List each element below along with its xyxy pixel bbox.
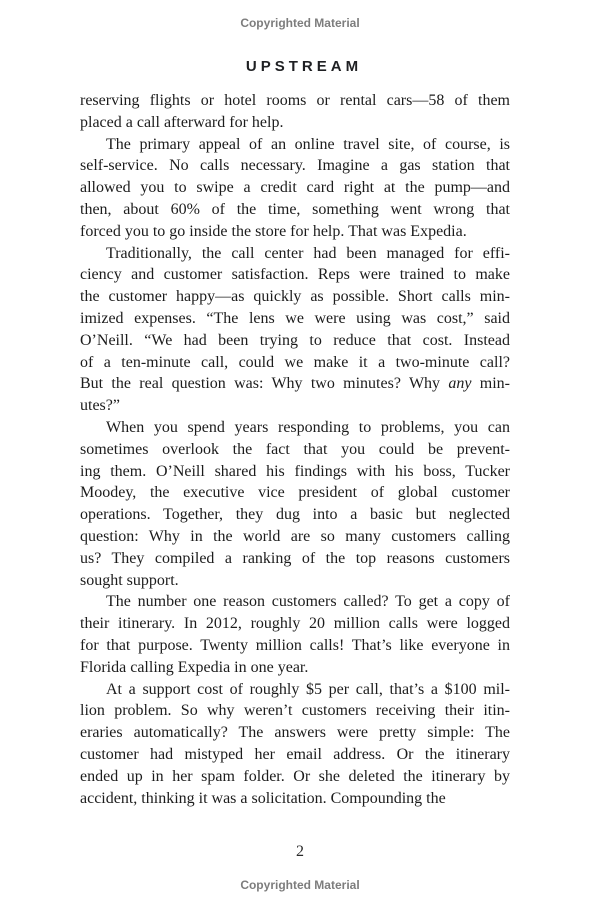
text-line: sought support. bbox=[80, 571, 179, 589]
copyright-notice-bottom: Copyrighted Material bbox=[240, 878, 360, 892]
text-line: allowed you to swipe a credit card right at the pump—and bbox=[80, 179, 510, 197]
text-line: placed a call afterward for help. bbox=[80, 113, 284, 131]
text-line: the customer happy—as quickly as possible. Short calls min- bbox=[80, 288, 510, 306]
text-line: eraries automatically? The answers were pretty simple: The bbox=[80, 724, 510, 742]
text-line: The number one reason customers called? To get a copy of bbox=[106, 593, 510, 611]
body-text bbox=[80, 90, 510, 809]
text-line: Florida calling Expedia in one year. bbox=[80, 658, 309, 676]
text-line: operations. Together, they dug into a basic but neglected bbox=[80, 506, 510, 524]
text-line: for that purpose. Twenty million calls! That’s like everyone in bbox=[80, 636, 510, 654]
text-line: then, about 60% of the time, something went wrong that bbox=[80, 200, 510, 218]
text-line: their itinerary. In 2012, roughly 20 million calls were logged bbox=[80, 615, 510, 633]
text-line: But the real question was: Why two minutes? Why any min- bbox=[80, 375, 510, 393]
text-line: When you spend years responding to problems, you can bbox=[106, 418, 510, 436]
text-line: O’Neill. “We had been trying to reduce that cost. Instead bbox=[80, 331, 510, 349]
text-line: sometimes overlook the fact that you could be prevent- bbox=[80, 440, 510, 458]
copyright-notice-top: Copyrighted Material bbox=[240, 16, 360, 30]
text-line: ciency and customer satisfaction. Reps were trained to make bbox=[80, 266, 510, 284]
text-line: reserving flights or hotel rooms or rental cars—58 of them bbox=[80, 92, 510, 109]
text-line: question: Why in the world are so many customers calling bbox=[80, 527, 510, 545]
text-line: utes?” bbox=[80, 397, 120, 415]
text-line: imized expenses. “The lens we were using was cost,” said bbox=[80, 309, 510, 327]
text-line: ing them. O’Neill shared his findings with his boss, Tucker bbox=[80, 462, 510, 480]
text-line: of a ten-minute call, could we make it a two-minute call? bbox=[80, 353, 510, 371]
text-line: us? They compiled a ranking of the top reasons customers bbox=[80, 549, 510, 567]
text-line: customer had mistyped her email address. Or the itinerary bbox=[80, 745, 510, 763]
running-head-book-title: UPSTREAM bbox=[245, 58, 363, 75]
text-line: self-service. No calls necessary. Imagine a gas station that bbox=[80, 157, 510, 175]
text-line: accident, thinking it was a solicitation. Compounding the bbox=[80, 789, 446, 807]
text-line: forced you to go inside the store for help. That was Expedia. bbox=[80, 222, 467, 240]
text-line: Traditionally, the call center had been managed for effi- bbox=[106, 244, 510, 262]
text-line: ended up in her spam folder. Or she deleted the itinerary by bbox=[80, 767, 510, 785]
text-line: The primary appeal of an online travel site, of course, is bbox=[106, 135, 510, 153]
text-line: At a support cost of roughly $5 per call, that’s a $100 mil- bbox=[106, 680, 510, 698]
page-number: 2 bbox=[296, 843, 304, 860]
text-line: lion problem. So why weren’t customers receiving their itin- bbox=[80, 702, 510, 720]
text-line: Moodey, the executive vice president of global customer bbox=[80, 484, 510, 502]
